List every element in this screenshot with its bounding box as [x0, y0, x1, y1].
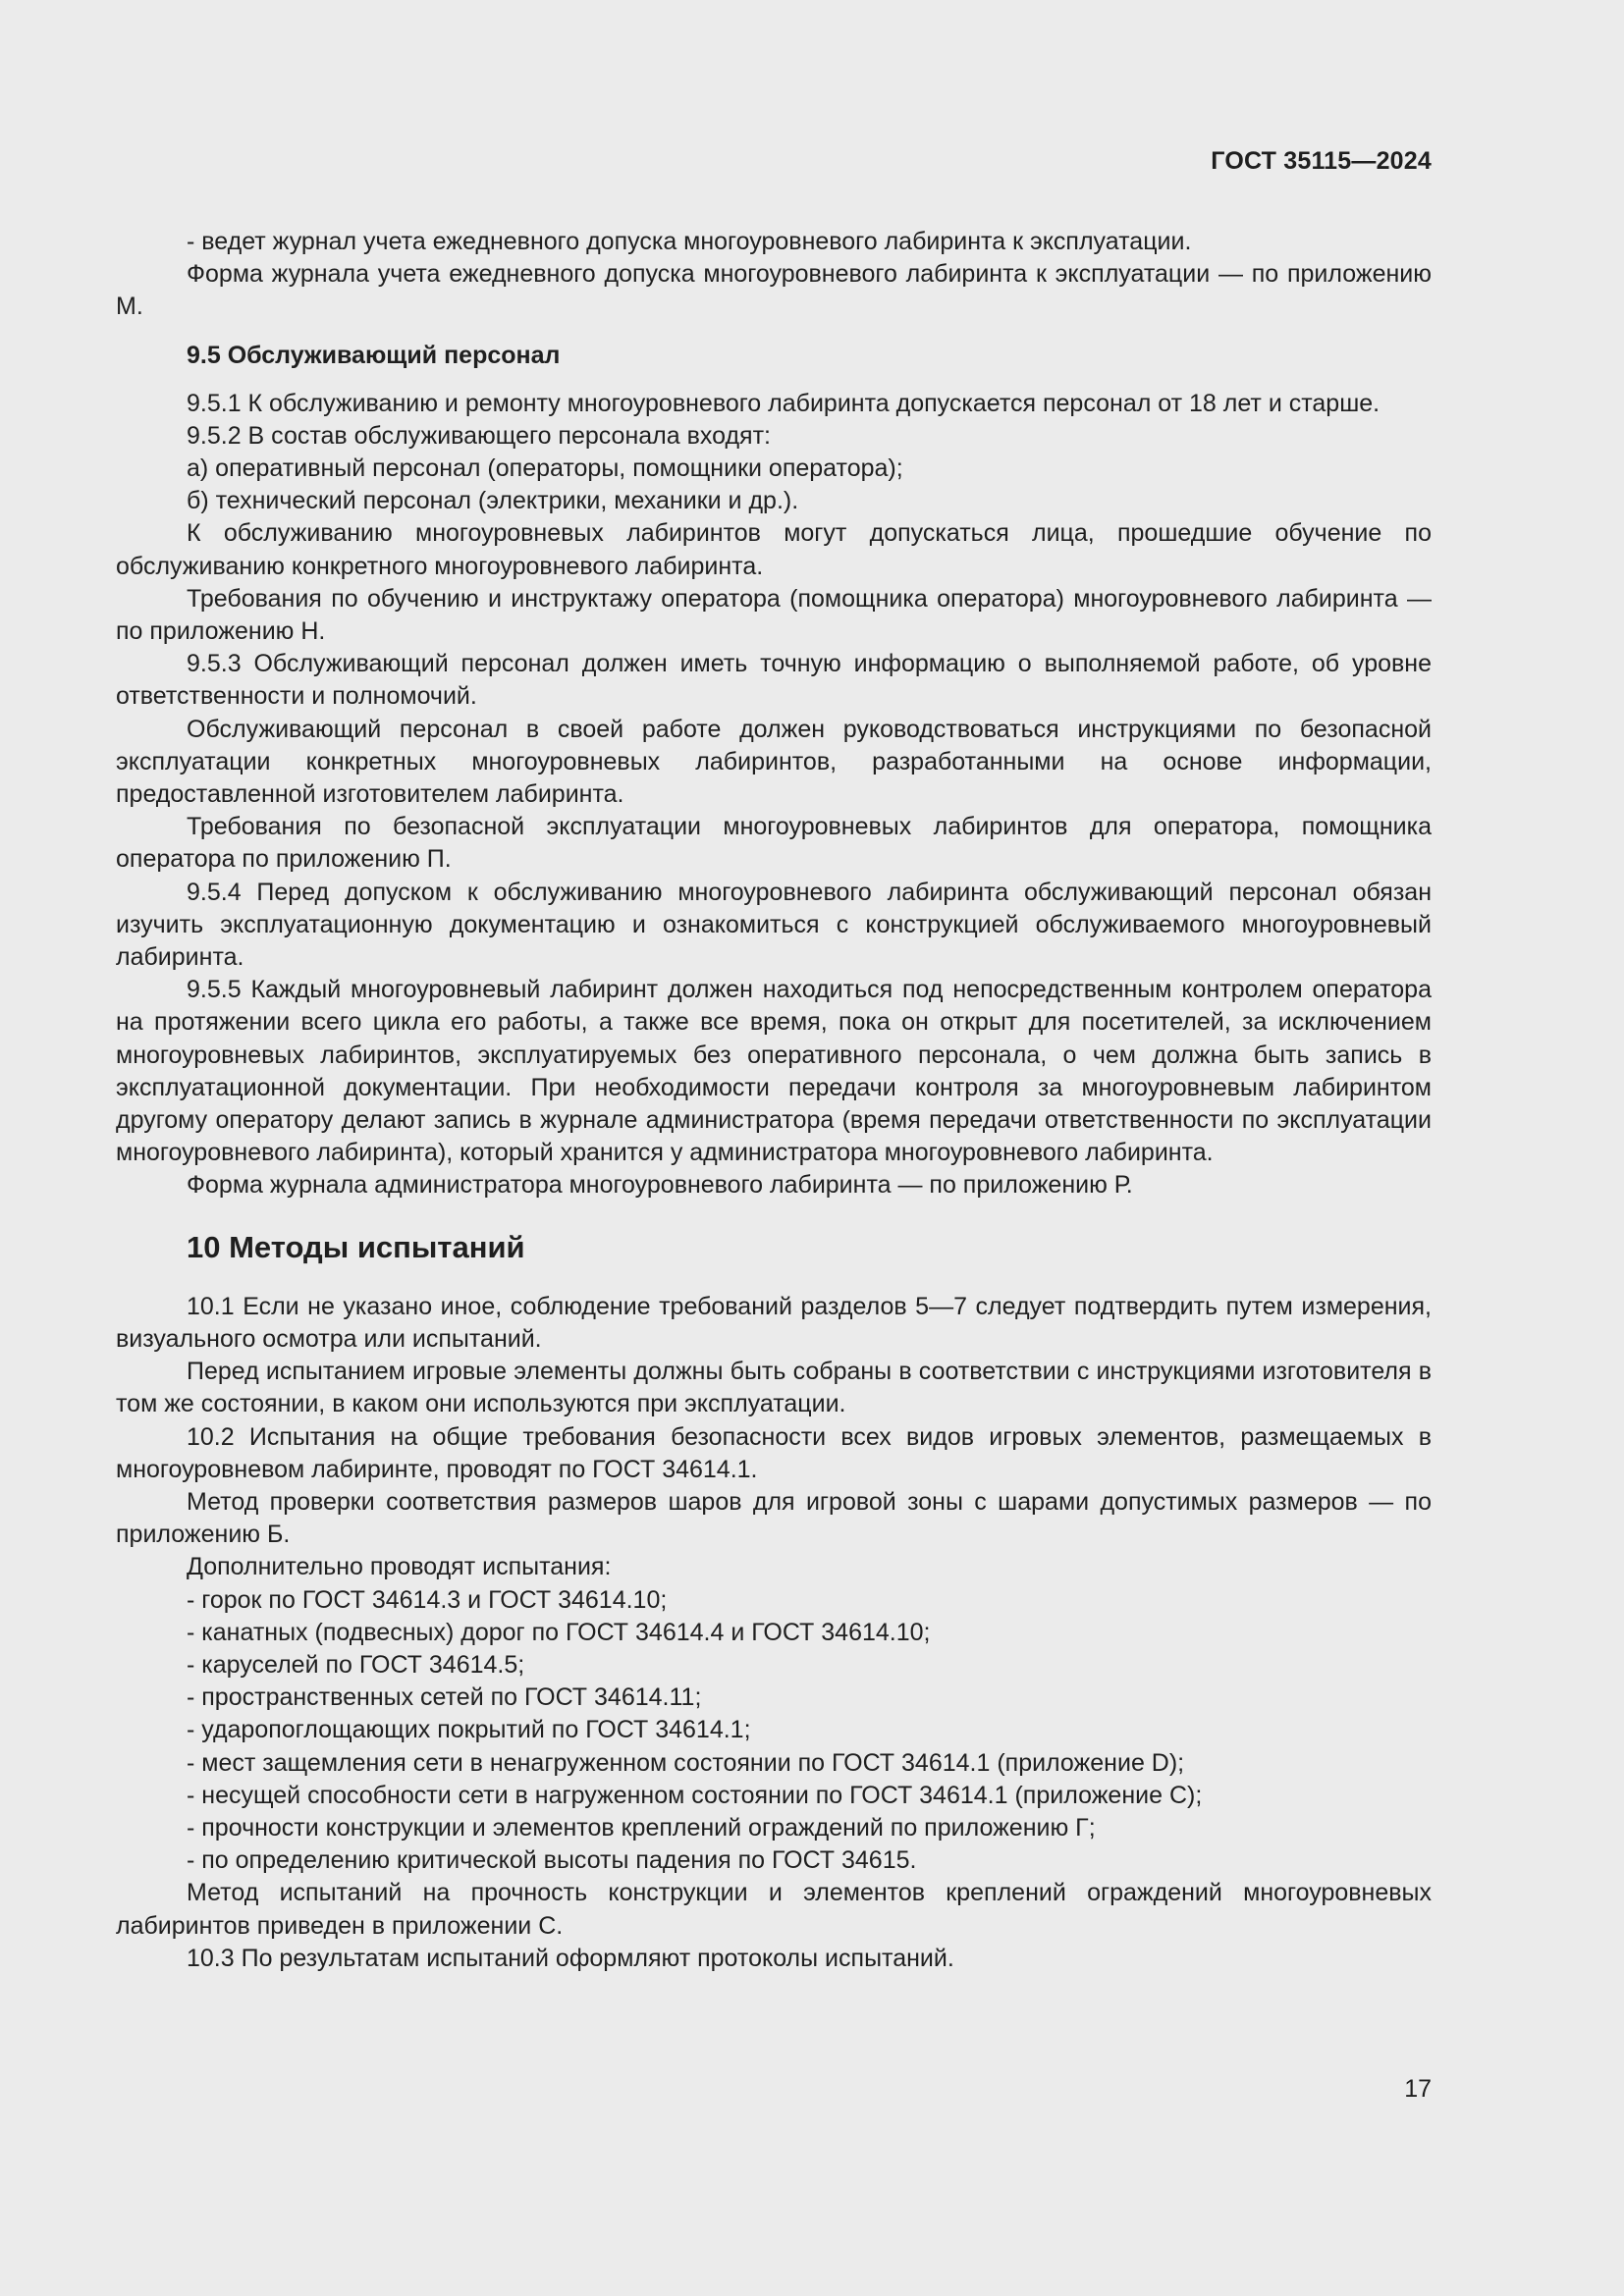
list-item: - каруселей по ГОСТ 34614.5;: [187, 1650, 525, 1679]
body-paragraph: 9.5.3 Обслуживающий персонал должен иметь точную информацию о выполняемой работе, об уровне ответственности и полномочий.: [116, 650, 1432, 711]
body-paragraph: Требования по безопасной эксплуатации многоуровневых лабиринтов для оператора, помощника оператора по приложению П.: [116, 813, 1432, 874]
body-paragraph: Метод испытаний на прочность конструкции и элементов креплений ограждений многоуровневых лабиринтов приведен в приложении С.: [116, 1879, 1432, 1940]
document-id-header: ГОСТ 35115—2024: [1211, 147, 1432, 175]
body-paragraph: 10.2 Испытания на общие требования безопасности всех видов игровых элементов, размещаемых в многоуровневом лабиринте, проводят по ГОСТ 34614.1.: [116, 1422, 1432, 1483]
body-paragraph: - ведет журнал учета ежедневного допуска многоуровневого лабиринта к эксплуатации.: [187, 228, 1192, 255]
list-item: - канатных (подвесных) дорог по ГОСТ 34614.4 и ГОСТ 34614.10;: [187, 1618, 931, 1646]
body-paragraph: 9.5.1 К обслуживанию и ремонту многоуровневого лабиринта допускается персонал от 18 лет и старше.: [187, 389, 1380, 417]
body-paragraph: 9.5.2 В состав обслуживающего персонала входят:: [187, 421, 771, 450]
body-paragraph: 9.5.4 Перед допуском к обслуживанию многоуровневого лабиринта обслуживающий персонал обязан изучить эксплуатационную документацию и ознакомиться с конструкцией обслуживаемого многоуровневый лабиринта.: [116, 878, 1432, 972]
body-paragraph: К обслуживанию многоуровневых лабиринтов могут допускаться лица, прошедшие обучение по обслуживанию конкретного многоуровневого лабиринта.: [116, 519, 1432, 580]
body-paragraph: 10.1 Если не указано иное, соблюдение требований разделов 5—7 следует подтвердить путем измерения, визуального осмотра или испытаний.: [116, 1292, 1432, 1353]
body-paragraph: 10.3 По результатам испытаний оформляют протоколы испытаний.: [187, 1944, 954, 1972]
list-item: - мест защемления сети в ненагруженном состоянии по ГОСТ 34614.1 (приложение D);: [187, 1748, 1185, 1777]
body-paragraph: Обслуживающий персонал в своей работе должен руководствоваться инструкциями по безопасной эксплуатации конкретных многоуровневых лабиринтов, разработанными на основе информации, предоставленной изготовителем лабиринта.: [116, 715, 1432, 809]
body-paragraph: Форма журнала администратора многоуровневого лабиринта — по приложению Р.: [187, 1171, 1133, 1200]
list-item: - прочности конструкции и элементов креплений ограждений по приложению Г;: [187, 1813, 1096, 1842]
body-paragraph: Перед испытанием игровые элементы должны быть собраны в соответствии с инструкциями изготовителя в том же состоянии, в каком они используются при эксплуатации.: [116, 1358, 1432, 1418]
body-paragraph: Форма журнала учета ежедневного допуска многоуровневого лабиринта к эксплуатации — по приложению М.: [116, 260, 1432, 321]
list-item: - горок по ГОСТ 34614.3 и ГОСТ 34614.10;: [187, 1585, 668, 1614]
document-page: [116, 0, 1432, 2296]
body-paragraph: Метод проверки соответствия размеров шаров для игровой зоны с шарами допустимых размеров — по приложению Б.: [116, 1487, 1432, 1549]
body-paragraph: Требования по обучению и инструктажу оператора (помощника оператора) многоуровневого лабиринта — по приложению Н.: [116, 584, 1432, 646]
list-item: - по определению критической высоты падения по ГОСТ 34615.: [187, 1846, 917, 1875]
chapter-heading-10: 10 Методы испытаний: [187, 1229, 525, 1264]
body-paragraph: Дополнительно проводят испытания:: [187, 1553, 612, 1581]
page-number: 17: [1404, 2075, 1432, 2103]
list-item: - пространственных сетей по ГОСТ 34614.11;: [187, 1683, 702, 1712]
list-item: б) технический персонал (электрики, механики и др.).: [187, 487, 799, 515]
list-item: - несущей способности сети в нагруженном состоянии по ГОСТ 34614.1 (приложение С);: [187, 1781, 1203, 1809]
body-paragraph: 9.5.5 Каждый многоуровневый лабиринт должен находиться под непосредственным контролем оператора на протяжении всего цикла его работы, а также все время, пока он открыт для посетителей, за исключением многоуровневых лабиринтов, эксплуатируемых без оперативного персонала, о чем должна быть запись в эксплуатационной документации. При необходимости передачи контроля за многоуровневым лабиринтом другому оператору делают запись в журнале администратора (время передачи ответственности по эксплуатации многоуровневого лабиринта), который хранится у администратора многоуровневого лабиринта.: [116, 976, 1432, 1167]
page-content: [116, 226, 1432, 1975]
section-heading-9-5: 9.5 Обслуживающий персонал: [187, 341, 561, 369]
list-item: - ударопоглощающих покрытий по ГОСТ 34614.1;: [187, 1716, 751, 1744]
list-item: а) оперативный персонал (операторы, помощники оператора);: [187, 454, 903, 483]
